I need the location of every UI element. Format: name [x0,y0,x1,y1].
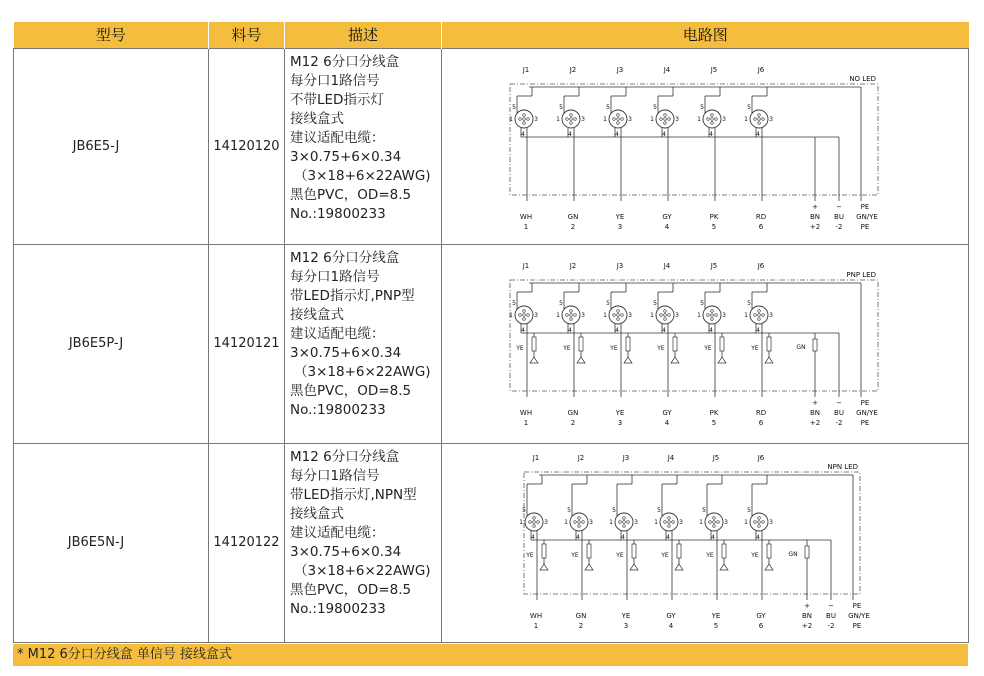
wire-color-label: GY [666,611,676,620]
bu-label: BU [826,611,836,620]
pe-label-bottom: PE [860,418,870,427]
bn-label: BN [801,611,813,620]
pin-label: 4 [711,533,715,541]
bu-label: BU [834,408,844,417]
resistor [542,544,546,558]
bu-label: BU [834,212,844,221]
plus-sign: + [804,601,810,610]
pin-label: 3 [589,518,593,526]
led-color-label: YE [704,344,712,352]
pin-label: 4 [756,326,760,334]
wire-color-label: WH [529,611,543,620]
wire-number: 3 [617,418,623,427]
jack-label: J1 [532,453,540,462]
pin-label: 3 [679,518,683,526]
pin-label: 4 [621,533,625,541]
pin-label: 5 [606,103,610,111]
wire-number: 4 [664,418,670,427]
pin-label: 5 [657,506,661,514]
pin-label: 4 [756,130,760,138]
part-number-cell: 14120120 [209,48,285,244]
jack-label: J2 [569,65,577,74]
pin-label: 4 [568,326,572,334]
m12-connector [750,513,768,531]
part-number-cell: 14120122 [209,443,285,642]
led-color-label: YE [751,551,759,559]
pin-label: 3 [722,311,726,319]
led-diode-icon [540,564,548,570]
pin-label: 1 [654,518,658,526]
wire-number: 5 [713,621,719,630]
pin-label: 3 [534,311,538,319]
pin-label: 5 [559,299,563,307]
description-line: M12 6分口分线盒 [290,448,400,465]
m12-connector [703,306,721,324]
pin-label: 1 [650,115,654,123]
pin-label: 5 [747,299,751,307]
header-part: 料号 [209,22,285,48]
wire-color-label: GN [575,611,587,620]
pin-label: 3 [628,115,632,123]
description-line: No.:19800233 [290,600,386,617]
m12-connector [562,306,580,324]
wire-number: 1 [523,222,529,231]
product-table [13,22,969,643]
pin-label: 3 [724,518,728,526]
circuit-cell [442,48,969,244]
m12-connector [562,110,580,128]
pin-label: 5 [512,103,516,111]
led-diode-icon [624,357,632,363]
led-type-label: PNP LED [846,270,876,279]
wire-number: 4 [664,222,670,231]
pin-label: 4 [576,533,580,541]
led-color-label: YE [526,551,534,559]
m12-connector [750,110,768,128]
pe-label: PE [860,202,870,211]
pin-label: 3 [675,311,679,319]
wire-number: 3 [623,621,629,630]
wire-color-label: GY [662,212,672,221]
description-line: 每分口1路信号 [290,467,380,484]
wire-number: 1 [533,621,539,630]
jack-label: J2 [569,261,577,270]
m12-connector [515,110,533,128]
wire-number: 5 [711,222,717,231]
pin-label: 1 [556,115,560,123]
description-line: 3×0.75+6×0.34 [290,543,402,560]
led-diode-icon [718,357,726,363]
circuit-diagram [442,49,967,240]
header-desc: 描述 [285,22,442,48]
pin-label: 5 [653,299,657,307]
circuit-diagram [442,245,967,439]
wire-color-label: RD [755,408,767,417]
description-line: （3×18+6×22AWG) [294,562,431,579]
jack-label: J3 [622,453,630,462]
jack-label: J4 [667,453,675,462]
m12-connector [609,110,627,128]
description-line: 接线盒式 [290,110,344,127]
minus2-label: -2 [827,621,835,630]
description-cell [285,443,442,642]
led-color-label: YE [751,344,759,352]
wire-number: 6 [758,222,764,231]
pin-label: 1 [650,311,654,319]
wire-color-label: WH [519,212,533,221]
product-row [14,48,969,244]
jack-label: J6 [757,453,765,462]
pin-label: 5 [747,103,751,111]
pin-label: 4 [521,130,525,138]
pin-label: 1 [556,311,560,319]
plus-sign: + [812,202,818,211]
jack-label: J2 [577,453,585,462]
wire-number: 3 [617,222,623,231]
part-number-cell: 14120121 [209,244,285,443]
pin-label: 4 [615,130,619,138]
wire-number: 2 [570,222,576,231]
pin-label: 1 [609,518,613,526]
pin-label: 5 [702,506,706,514]
pin-label: 5 [567,506,571,514]
pin-label: 5 [606,299,610,307]
pin-label: 4 [615,326,619,334]
description-line: 每分口1路信号 [290,72,380,89]
circuit-cell [442,244,969,443]
pin-label: 1 [697,311,701,319]
model-cell: JB6E5N-J [14,443,209,642]
jack-label: J4 [663,261,671,270]
jack-label: J6 [757,261,765,270]
led-diode-icon [630,564,638,570]
minus-sign: − [836,202,842,211]
wire-number: 6 [758,621,764,630]
jack-label: J1 [522,65,530,74]
pe-label: PE [860,398,870,407]
wire-color-label: YE [615,212,625,221]
description-line: No.:19800233 [290,205,386,222]
wire-number: 2 [570,418,576,427]
resistor [579,337,583,351]
led-type-label: NO LED [849,74,876,83]
circuit-cell [442,443,969,642]
pin-label: 5 [700,299,704,307]
description-cell [285,244,442,443]
minus-sign: − [828,601,834,610]
power-led-label: GN [788,550,798,558]
pin-label: 4 [662,326,666,334]
wire-color-label: GY [662,408,672,417]
plus2-label: +2 [809,222,821,231]
led-color-label: YE [661,551,669,559]
description-line: 每分口1路信号 [290,268,380,285]
wire-color-label: RD [755,212,767,221]
jack-label: J1 [522,261,530,270]
wire-color-label: YE [615,408,625,417]
pin-label: 1 [603,311,607,319]
led-color-label: YE [610,344,618,352]
pin-label: 3 [581,115,585,123]
m12-connector [660,513,678,531]
jack-label: J5 [710,65,718,74]
wire-color-label: GN [567,212,579,221]
led-color-label: YE [563,344,571,352]
plus2-label: +2 [801,621,813,630]
minus-sign: − [836,398,842,407]
wire-number: 2 [578,621,584,630]
pe-label: PE [852,601,862,610]
description-line: M12 6分口分线盒 [290,53,400,70]
description-line: 3×0.75+6×0.34 [290,148,402,165]
led-color-label: YE [616,551,624,559]
pin-label: 4 [666,533,670,541]
pin-label: 5 [747,506,751,514]
description-line: M12 6分口分线盒 [290,249,400,266]
product-row [14,443,969,642]
description-line: 不带LED指示灯 [290,91,384,108]
header-circuit: 电路图 [442,22,969,48]
resistor [677,544,681,558]
led-color-label: YE [657,344,665,352]
pin-label: 3 [769,518,773,526]
pin-label: 5 [700,103,704,111]
led-color-label: YE [516,344,524,352]
bn-label: BN [809,212,821,221]
description-line: 建议适配电缆： [290,524,385,541]
m12-connector [703,110,721,128]
pin-label: 5 [522,506,526,514]
pin-label: 5 [512,299,516,307]
wire-number: 4 [668,621,674,630]
header-model: 型号 [14,22,209,48]
circuit-diagram [442,444,967,638]
pin-label: 4 [521,326,525,334]
pin-label: 5 [612,506,616,514]
resistor [767,544,771,558]
enclosure-outline [524,472,860,594]
led-diode-icon [585,564,593,570]
m12-connector [525,513,543,531]
resistor [632,544,636,558]
plus2-label: +2 [809,418,821,427]
pin-label: 3 [634,518,638,526]
led-diode-icon [675,564,683,570]
led-diode-icon [530,357,538,363]
pin-label: 5 [653,103,657,111]
resistor [532,337,536,351]
description-line: 接线盒式 [290,306,344,323]
led-diode-icon [765,564,773,570]
wire-color-label: GN [567,408,579,417]
pin-label: 3 [534,115,538,123]
power-resistor [813,339,817,351]
m12-connector [656,306,674,324]
product-row [14,244,969,443]
resistor [626,337,630,351]
jack-label: J5 [712,453,720,462]
pin-label: 4 [709,130,713,138]
resistor [767,337,771,351]
pe-label-bottom: PE [852,621,862,630]
pin-label: 4 [756,533,760,541]
pin-label: 3 [544,518,548,526]
pin-label: 4 [568,130,572,138]
led-diode-icon [765,357,773,363]
bn-label: BN [809,408,821,417]
enclosure-outline [510,280,878,391]
description-line: 带LED指示灯,NPN型 [290,486,417,503]
led-diode-icon [671,357,679,363]
pin-label: 1 [509,311,513,319]
m12-connector [615,513,633,531]
wire-number: 5 [711,418,717,427]
pin-label: 3 [769,311,773,319]
pin-label: 4 [662,130,666,138]
jack-label: J3 [616,261,624,270]
power-resistor [805,546,809,558]
m12-connector [656,110,674,128]
description-line: （3×18+6×22AWG) [294,363,431,380]
pin-label: 3 [675,115,679,123]
wire-number: 6 [758,418,764,427]
wire-color-label: PK [709,408,719,417]
pin-label: 1 [699,518,703,526]
led-diode-icon [720,564,728,570]
description-line: 黑色PVC，OD=8.5 [290,186,412,203]
pin-label: 4 [531,533,535,541]
led-type-label: NPN LED [827,462,858,471]
led-color-label: YE [571,551,579,559]
minus2-label: -2 [835,418,843,427]
model-cell: JB6E5P-J [14,244,209,443]
m12-connector [750,306,768,324]
pin-label: 5 [559,103,563,111]
led-color-label: YE [706,551,714,559]
wire-color-label: PK [709,212,719,221]
description-cell [285,48,442,244]
description-line: 带LED指示灯,PNP型 [290,287,415,304]
gnye-label: GN/YE [856,408,878,417]
header-row [14,22,969,48]
gnye-label: GN/YE [848,611,870,620]
minus2-label: -2 [835,222,843,231]
pin-label: 1 [744,518,748,526]
pin-label: 3 [769,115,773,123]
description-line: 接线盒式 [290,505,344,522]
description-line: （3×18+6×22AWG) [294,167,431,184]
jack-label: J4 [663,65,671,74]
pin-label: 4 [709,326,713,334]
wire-number: 1 [523,418,529,427]
description-line: 建议适配电缆： [290,129,385,146]
jack-label: J3 [616,65,624,74]
pin-label: 1 [564,518,568,526]
m12-connector [570,513,588,531]
led-diode-icon [577,357,585,363]
pin-label: 3 [628,311,632,319]
power-led-label: GN [796,343,806,351]
description-line: 建议适配电缆： [290,325,385,342]
description-line: 黑色PVC，OD=8.5 [290,382,412,399]
resistor [673,337,677,351]
pin-label: 3 [581,311,585,319]
jack-label: J5 [710,261,718,270]
wire-color-label: GY [756,611,766,620]
gnye-label: GN/YE [856,212,878,221]
enclosure-outline [510,84,878,195]
resistor [720,337,724,351]
m12-connector [609,306,627,324]
pin-label: 1 [603,115,607,123]
pin-label: 1 [509,115,513,123]
pin-label: 1 [744,311,748,319]
pe-label-bottom: PE [860,222,870,231]
resistor [722,544,726,558]
pin-label: 3 [722,115,726,123]
model-cell: JB6E5-J [14,48,209,244]
pin-label: 1 [697,115,701,123]
jack-label: J6 [757,65,765,74]
wire-color-label: YE [621,611,631,620]
description-line: No.:19800233 [290,401,386,418]
description-line: 3×0.75+6×0.34 [290,344,402,361]
wire-color-label: WH [519,408,533,417]
description-line: 黑色PVC，OD=8.5 [290,581,412,598]
resistor [587,544,591,558]
pin-label: 1 [519,518,523,526]
footer-note: * M12 6分口分线盒 单信号 接线盒式 [13,644,968,666]
pin-label: 1 [744,115,748,123]
wire-color-label: YE [711,611,721,620]
m12-connector [705,513,723,531]
m12-connector [515,306,533,324]
plus-sign: + [812,398,818,407]
